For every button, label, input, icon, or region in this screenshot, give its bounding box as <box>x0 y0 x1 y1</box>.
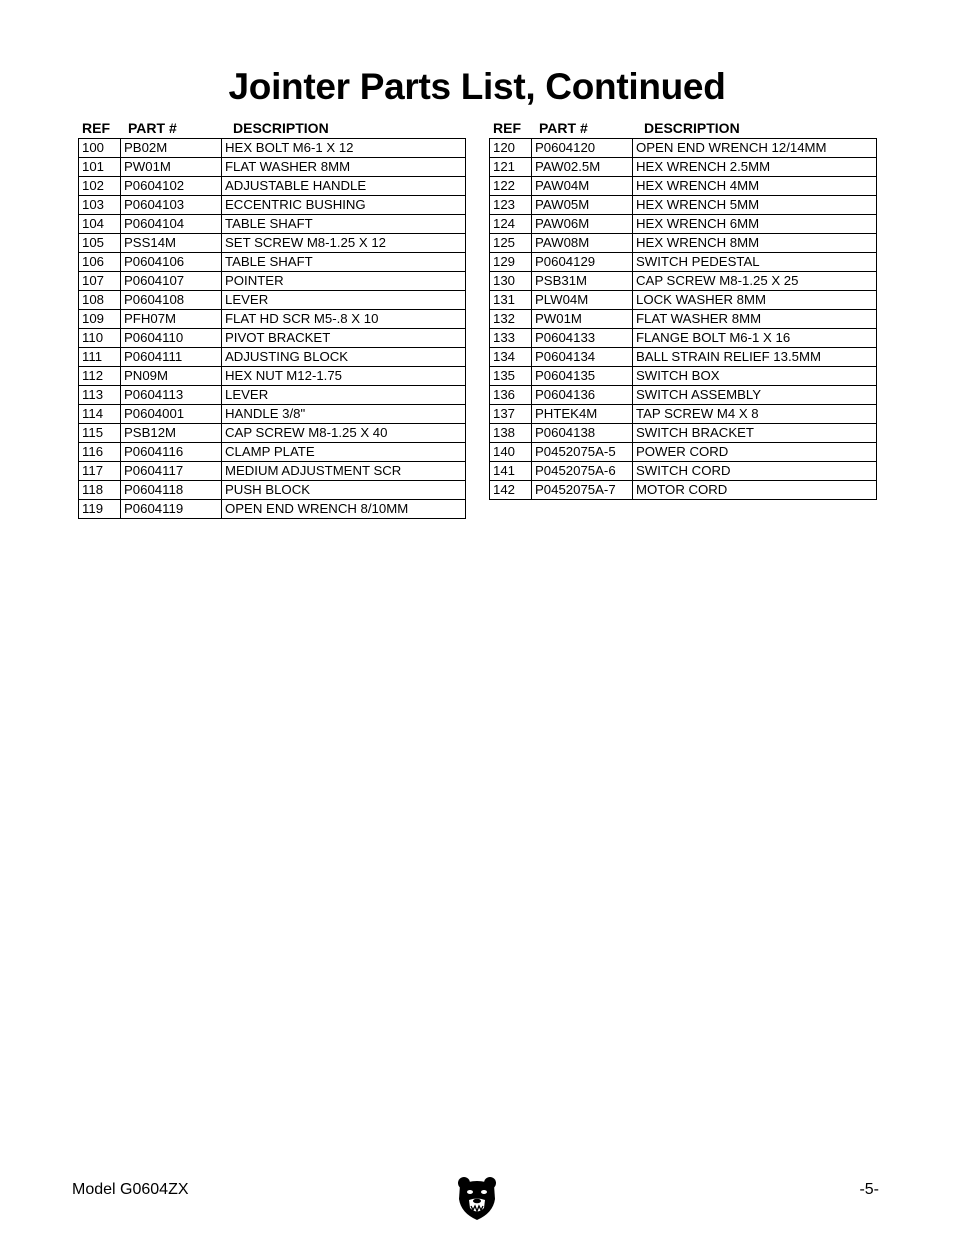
table-row <box>79 367 466 386</box>
part-number-cell: P0604108 <box>121 291 222 310</box>
part-number-cell: P0604138 <box>532 424 633 443</box>
description-cell: PUSH BLOCK <box>222 481 466 500</box>
part-number-cell: P0604107 <box>121 272 222 291</box>
part-number-cell: P0604118 <box>121 481 222 500</box>
part-number-cell: P0604102 <box>121 177 222 196</box>
ref-cell: 121 <box>490 158 532 177</box>
page-number: -5- <box>859 1181 879 1198</box>
table-row <box>490 177 877 196</box>
table-row <box>79 462 466 481</box>
table-row <box>490 253 877 272</box>
description-cell: ADJUSTABLE HANDLE <box>222 177 466 196</box>
description-cell: HEX WRENCH 8MM <box>633 234 877 253</box>
ref-cell: 123 <box>490 196 532 215</box>
description-cell: HEX BOLT M6-1 X 12 <box>222 139 466 158</box>
ref-cell: 106 <box>79 253 121 272</box>
part-number-cell: P0604111 <box>121 348 222 367</box>
description-header: DESCRIPTION <box>644 119 740 136</box>
part-number-cell: P0604116 <box>121 443 222 462</box>
table-row <box>79 272 466 291</box>
table-row <box>490 481 877 500</box>
description-header: DESCRIPTION <box>233 119 329 136</box>
part-number-cell: PHTEK4M <box>532 405 633 424</box>
description-cell: SWITCH PEDESTAL <box>633 253 877 272</box>
table-row <box>79 348 466 367</box>
part-number-cell: P0604103 <box>121 196 222 215</box>
table-row <box>79 291 466 310</box>
table-row <box>490 196 877 215</box>
table-row <box>490 234 877 253</box>
part-number-cell: P0604134 <box>532 348 633 367</box>
bear-head-logo-icon <box>457 1175 497 1221</box>
description-cell: TABLE SHAFT <box>222 253 466 272</box>
description-cell: HEX WRENCH 5MM <box>633 196 877 215</box>
ref-cell: 141 <box>490 462 532 481</box>
description-cell: OPEN END WRENCH 12/14MM <box>633 139 877 158</box>
part-number-cell: P0604117 <box>121 462 222 481</box>
table-row <box>79 215 466 234</box>
part-number-cell: P0452075A-5 <box>532 443 633 462</box>
description-cell: HEX NUT M12-1.75 <box>222 367 466 386</box>
model-number: Model G0604ZX <box>72 1181 189 1198</box>
description-cell: SWITCH BOX <box>633 367 877 386</box>
part-number-cell: P0604104 <box>121 215 222 234</box>
ref-header: REF <box>82 119 110 136</box>
ref-cell: 120 <box>490 139 532 158</box>
part-number-cell: P0452075A-7 <box>532 481 633 500</box>
part-number-cell: PAW02.5M <box>532 158 633 177</box>
ref-cell: 131 <box>490 291 532 310</box>
description-cell: HEX WRENCH 2.5MM <box>633 158 877 177</box>
table-row <box>490 462 877 481</box>
description-cell: HEX WRENCH 4MM <box>633 177 877 196</box>
table-row <box>79 386 466 405</box>
part-number-cell: PSS14M <box>121 234 222 253</box>
part-number-cell: P0604106 <box>121 253 222 272</box>
table-row <box>79 500 466 519</box>
description-cell: MEDIUM ADJUSTMENT SCR <box>222 462 466 481</box>
ref-cell: 132 <box>490 310 532 329</box>
table-row <box>79 234 466 253</box>
parts-table-right <box>489 138 877 500</box>
ref-cell: 119 <box>79 500 121 519</box>
description-cell: SWITCH ASSEMBLY <box>633 386 877 405</box>
table-row <box>79 158 466 177</box>
description-cell: HEX WRENCH 6MM <box>633 215 877 234</box>
ref-cell: 124 <box>490 215 532 234</box>
part-number-cell: P0604129 <box>532 253 633 272</box>
table-row <box>490 348 877 367</box>
description-cell: FLAT WASHER 8MM <box>633 310 877 329</box>
description-cell: SET SCREW M8-1.25 X 12 <box>222 234 466 253</box>
part-number-cell: P0604133 <box>532 329 633 348</box>
description-cell: POINTER <box>222 272 466 291</box>
part-number-cell: PFH07M <box>121 310 222 329</box>
ref-cell: 104 <box>79 215 121 234</box>
part-number-header: PART # <box>128 119 177 136</box>
description-cell: TAP SCREW M4 X 8 <box>633 405 877 424</box>
ref-cell: 102 <box>79 177 121 196</box>
description-cell: PIVOT BRACKET <box>222 329 466 348</box>
column-headers <box>78 117 466 138</box>
ref-cell: 135 <box>490 367 532 386</box>
ref-cell: 111 <box>79 348 121 367</box>
table-row <box>490 329 877 348</box>
table-row <box>79 424 466 443</box>
description-cell: LEVER <box>222 386 466 405</box>
ref-cell: 136 <box>490 386 532 405</box>
part-number-cell: PSB31M <box>532 272 633 291</box>
ref-cell: 116 <box>79 443 121 462</box>
ref-cell: 133 <box>490 329 532 348</box>
table-row <box>79 443 466 462</box>
table-row <box>490 158 877 177</box>
table-row <box>79 177 466 196</box>
part-number-cell: PAW08M <box>532 234 633 253</box>
ref-cell: 109 <box>79 310 121 329</box>
table-row <box>79 196 466 215</box>
ref-cell: 101 <box>79 158 121 177</box>
part-number-cell: PLW04M <box>532 291 633 310</box>
description-cell: ADJUSTING BLOCK <box>222 348 466 367</box>
ref-cell: 140 <box>490 443 532 462</box>
part-number-cell: PW01M <box>532 310 633 329</box>
description-cell: SWITCH BRACKET <box>633 424 877 443</box>
part-number-cell: PW01M <box>121 158 222 177</box>
ref-cell: 130 <box>490 272 532 291</box>
table-row <box>79 481 466 500</box>
part-number-cell: PAW04M <box>532 177 633 196</box>
description-cell: HANDLE 3/8" <box>222 405 466 424</box>
part-number-cell: PB02M <box>121 139 222 158</box>
table-row <box>490 291 877 310</box>
part-number-cell: PAW05M <box>532 196 633 215</box>
page-title: Jointer Parts List, Continued <box>228 66 726 107</box>
part-number-cell: P0452075A-6 <box>532 462 633 481</box>
table-row <box>490 443 877 462</box>
ref-cell: 103 <box>79 196 121 215</box>
description-cell: SWITCH CORD <box>633 462 877 481</box>
table-row <box>490 367 877 386</box>
table-row <box>79 139 466 158</box>
ref-cell: 100 <box>79 139 121 158</box>
ref-cell: 115 <box>79 424 121 443</box>
description-cell: TABLE SHAFT <box>222 215 466 234</box>
ref-cell: 110 <box>79 329 121 348</box>
table-row <box>490 139 877 158</box>
description-cell: OPEN END WRENCH 8/10MM <box>222 500 466 519</box>
ref-cell: 142 <box>490 481 532 500</box>
parts-list-right <box>489 117 877 500</box>
ref-cell: 113 <box>79 386 121 405</box>
description-cell: BALL STRAIN RELIEF 13.5MM <box>633 348 877 367</box>
part-number-cell: P0604135 <box>532 367 633 386</box>
table-row <box>79 253 466 272</box>
ref-cell: 129 <box>490 253 532 272</box>
description-cell: LOCK WASHER 8MM <box>633 291 877 310</box>
part-number-cell: P0604110 <box>121 329 222 348</box>
column-headers <box>489 117 877 138</box>
table-row <box>490 424 877 443</box>
part-number-cell: P0604001 <box>121 405 222 424</box>
description-cell: FLAT WASHER 8MM <box>222 158 466 177</box>
ref-cell: 138 <box>490 424 532 443</box>
ref-cell: 112 <box>79 367 121 386</box>
table-row <box>79 310 466 329</box>
table-row <box>490 310 877 329</box>
parts-list-left <box>78 117 466 519</box>
part-number-cell: PN09M <box>121 367 222 386</box>
description-cell: ECCENTRIC BUSHING <box>222 196 466 215</box>
table-row <box>490 386 877 405</box>
ref-cell: 134 <box>490 348 532 367</box>
part-number-header: PART # <box>539 119 588 136</box>
description-cell: CAP SCREW M8-1.25 X 25 <box>633 272 877 291</box>
part-number-cell: P0604136 <box>532 386 633 405</box>
part-number-cell: PAW06M <box>532 215 633 234</box>
table-row <box>79 329 466 348</box>
ref-cell: 117 <box>79 462 121 481</box>
part-number-cell: P0604113 <box>121 386 222 405</box>
table-row <box>490 405 877 424</box>
part-number-cell: P0604120 <box>532 139 633 158</box>
description-cell: CLAMP PLATE <box>222 443 466 462</box>
description-cell: LEVER <box>222 291 466 310</box>
description-cell: MOTOR CORD <box>633 481 877 500</box>
ref-cell: 114 <box>79 405 121 424</box>
part-number-cell: P0604119 <box>121 500 222 519</box>
table-row <box>490 215 877 234</box>
description-cell: FLAT HD SCR M5-.8 X 10 <box>222 310 466 329</box>
ref-cell: 137 <box>490 405 532 424</box>
description-cell: FLANGE BOLT M6-1 X 16 <box>633 329 877 348</box>
ref-cell: 122 <box>490 177 532 196</box>
table-row <box>79 405 466 424</box>
part-number-cell: PSB12M <box>121 424 222 443</box>
ref-cell: 125 <box>490 234 532 253</box>
ref-cell: 118 <box>79 481 121 500</box>
ref-header: REF <box>493 119 521 136</box>
ref-cell: 108 <box>79 291 121 310</box>
ref-cell: 107 <box>79 272 121 291</box>
description-cell: CAP SCREW M8-1.25 X 40 <box>222 424 466 443</box>
table-row <box>490 272 877 291</box>
description-cell: POWER CORD <box>633 443 877 462</box>
ref-cell: 105 <box>79 234 121 253</box>
parts-table-left <box>78 138 466 519</box>
